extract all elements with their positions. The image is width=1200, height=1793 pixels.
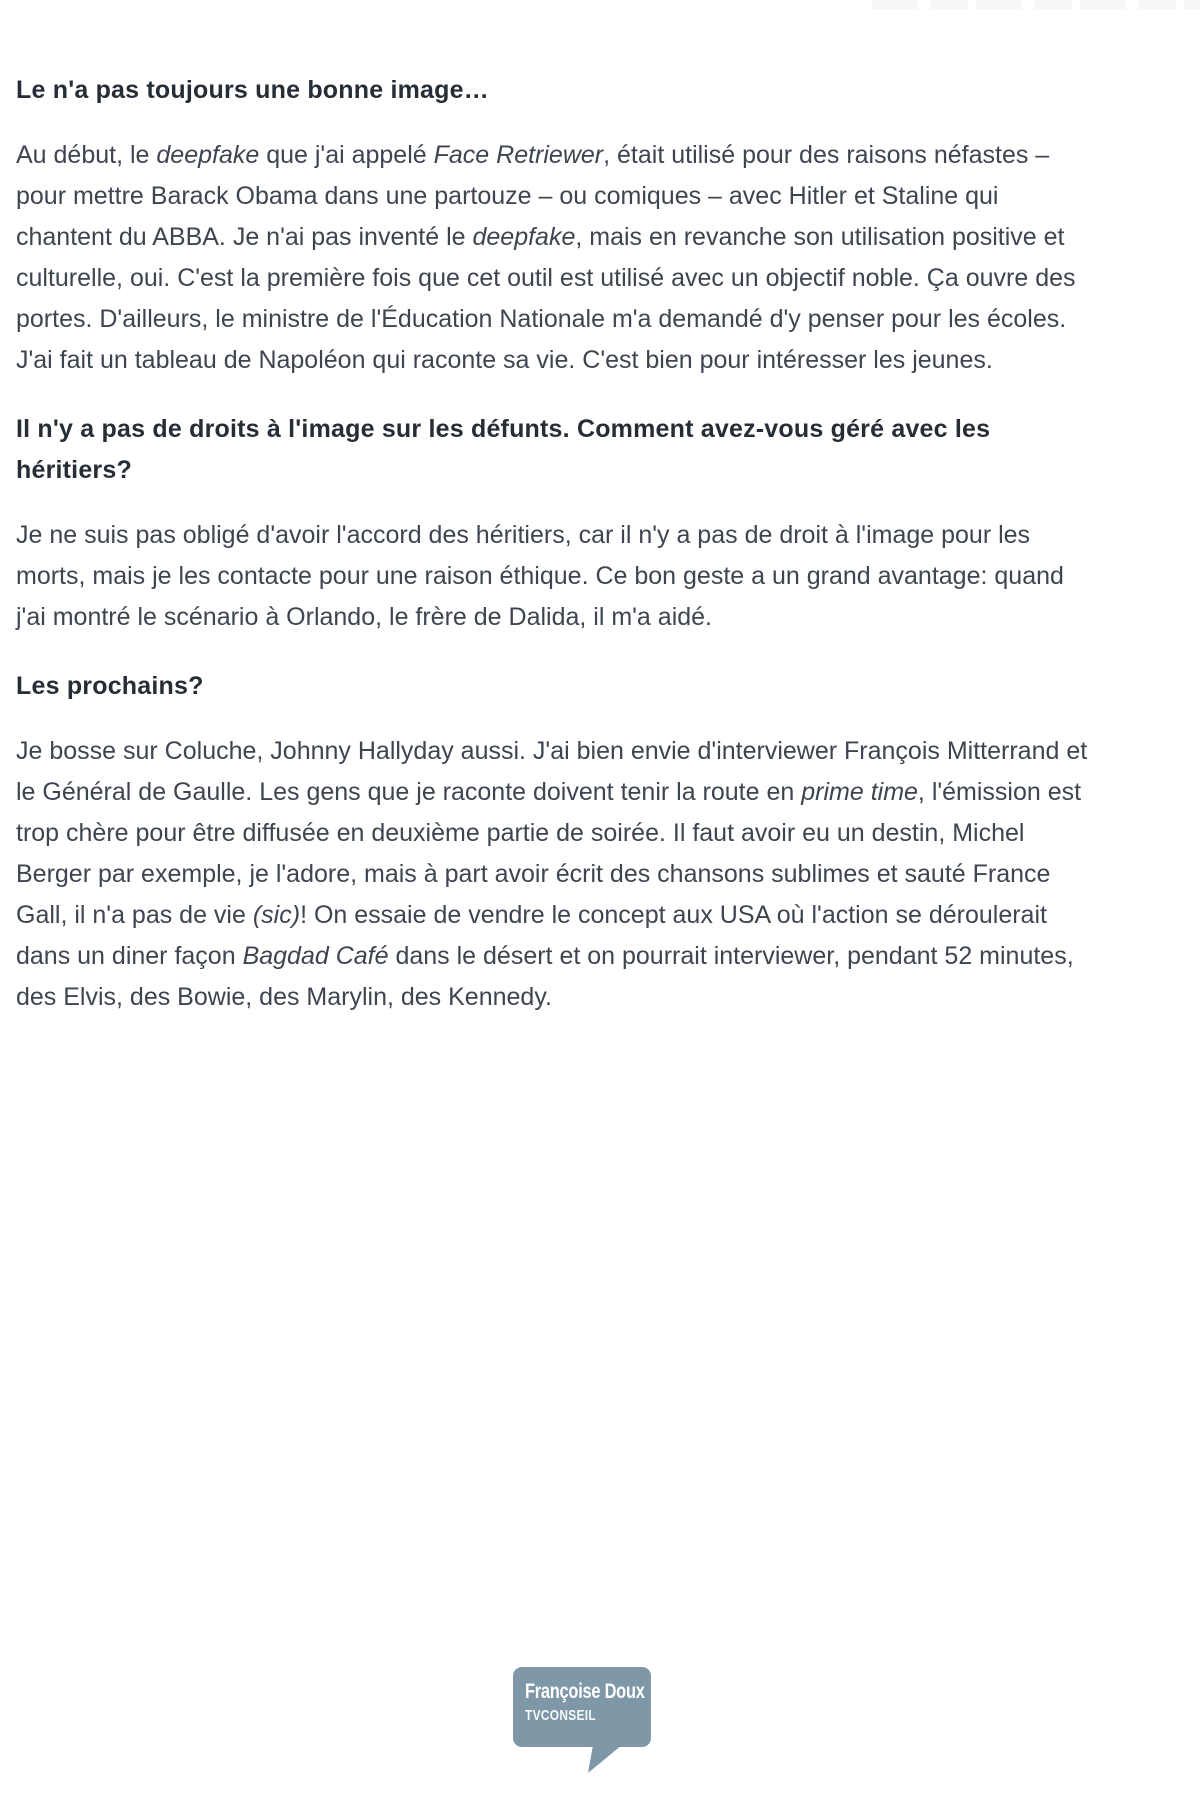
text-run: dans le désert et on pourrait interviewer, pendant 52 minutes, des Elvis, des Bowie, des Marylin, des Kennedy.	[16, 942, 1074, 1011]
text-run: Le n'a pas toujours une bonne image…	[16, 76, 489, 104]
text-run: Je ne suis pas obligé d'avoir l'accord des héritiers, car il n'y a pas de droit à l'image pour les morts, mais je les contacte pour une raison éthique. Ce bon geste a un grand avantage: quand j'ai montré le scénario à Orlando, le frère de Dalida, il m'a aidé.	[16, 521, 1064, 631]
question-heading	[16, 70, 1088, 111]
speech-bubble-tail-icon	[575, 1745, 627, 1775]
text-run: , mais en revanche son utilisation positive et culturelle, oui. C'est la première fois que cet outil est utilisé avec un objectif noble. Ça ouvre des portes. D'ailleurs, le ministre de l'Éducation Nationale m'a demandé d'y penser pour les écoles. J'ai fait un tableau de Napoléon qui raconte sa vie. C'est bien pour intéresser les jeunes.	[16, 223, 1076, 374]
tvconseil-logo	[513, 1667, 663, 1777]
text-run: , était utilisé pour des raisons néfastes – pour mettre Barack Obama dans une partouze – ou comiques – avec Hitler et Staline qui chantent du ABBA. Je n'ai pas inventé le	[16, 141, 1050, 251]
answer-paragraph	[16, 731, 1088, 1018]
logo-subtitle: TVCONSEIL	[525, 1708, 597, 1724]
italic-text-run: deepfake	[472, 223, 576, 251]
italic-text-run: (sic)	[252, 901, 301, 929]
text-run: que j'ai appelé	[259, 141, 434, 169]
question-heading	[16, 666, 1088, 707]
text-run: Au début, le	[16, 141, 157, 169]
question-heading	[16, 409, 1088, 491]
italic-text-run: Bagdad Café	[242, 942, 389, 970]
italic-text-run: prime time	[801, 778, 918, 806]
text-run: ! On essaie de vendre le concept aux USA où l'action se déroulerait dans un diner façon	[16, 901, 1047, 970]
italic-text-run: deepfake	[156, 141, 260, 169]
logo-name: Françoise Doux	[525, 1680, 645, 1703]
italic-text-run: Face Retriewer	[433, 141, 604, 169]
answer-paragraph	[16, 135, 1088, 381]
answer-paragraph	[16, 515, 1088, 638]
text-run: Les prochains?	[16, 672, 204, 700]
text-run: Il n'y a pas de droits à l'image sur les défunts. Comment avez-vous géré avec les héritiers?	[16, 415, 991, 484]
text-run: Je bosse sur Coluche, Johnny Hallyday aussi. J'ai bien envie d'interviewer François Mitterrand et le Général de Gaulle. Les gens que je raconte doivent tenir la route en	[16, 737, 1088, 806]
article-content	[16, 70, 1088, 1018]
text-run: , l'émission est trop chère pour être diffusée en deuxième partie de soirée. Il faut avoir eu un destin, Michel Berger par exemple, je l'adore, mais à part avoir écrit des chansons sublimes et sauté France Gall, il n'a pas de vie	[16, 778, 1082, 929]
logo-speech-bubble	[513, 1667, 651, 1747]
cropped-text-remnant	[872, 0, 1200, 9]
